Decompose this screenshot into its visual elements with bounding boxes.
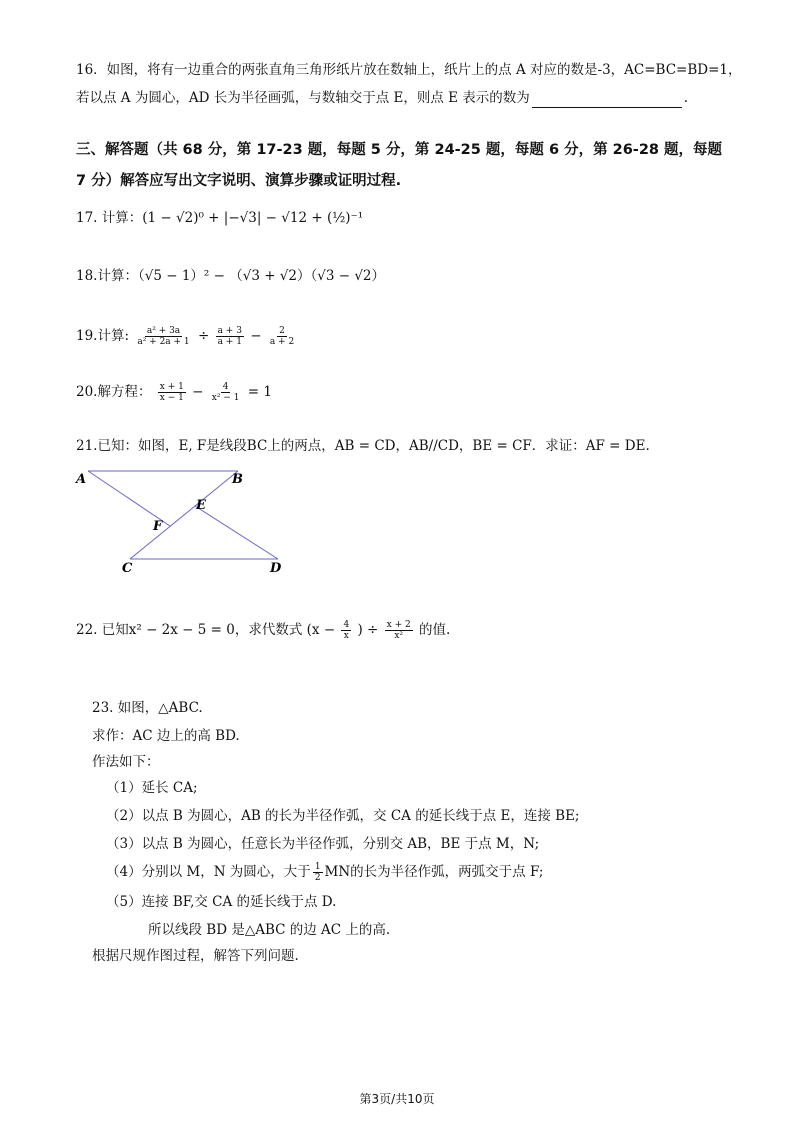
section3-heading-line1: 三、解答题（共 68 分，第 17-23 题，每题 5 分，第 24-25 题，每题 6 分，第 26-28 题，每题 [76, 142, 723, 158]
point-label-a: A [76, 472, 87, 487]
q19-fraction-3: $\frac{2}{a + 2}$ [269, 326, 295, 347]
q19-op2: − [250, 328, 262, 344]
q20-fraction-1: $\frac{x + 1}{x - 1}$ [159, 382, 184, 403]
q20-op: − [192, 384, 204, 400]
segment-bc [130, 471, 238, 559]
q23-step-2: （2）以点 B 为圆心，AB 的长为半径作弧，交 CA 的延长线于点 E，连接 BE; [106, 808, 580, 824]
q23-ask: 求作：AC 边上的高 BD. [92, 728, 240, 744]
q16-line2 [76, 88, 688, 108]
q17-label: 17. 计算： [76, 210, 143, 226]
q22 [76, 616, 450, 644]
q20-rhs: = 1 [247, 384, 272, 400]
q16-line2-text: 若以点 A 为圆心，AD 长为半径画弧，与数轴交于点 E，则点 E 表示的数为 [76, 90, 530, 106]
q19 [76, 322, 298, 350]
q23-step-4 [106, 858, 543, 886]
q19-op1: ÷ [197, 328, 210, 344]
q22-fraction-1: $\frac{4}{x}$ [343, 620, 350, 641]
section3-heading-line2: 7 分）解答应写出文字说明、演算步骤或证明过程. [76, 173, 402, 189]
q19-label: 19.计算: [76, 328, 130, 344]
q23-step-5: （5）连接 BF,交 CA 的延长线于点 D. [106, 894, 337, 910]
q22-fraction-2: $\frac{x + 2}{\text{x²}}$ [386, 620, 411, 641]
q21-figure [70, 464, 300, 579]
q22-end: 的值. [419, 622, 451, 638]
point-label-b: B [232, 472, 243, 487]
q22-expr-a: (x − [306, 622, 336, 638]
q21-text: 21.已知：如图，E, F是线段BC上的两点，AB = CD，AB//CD，BE = CF．求证：AF = DE. [76, 438, 650, 454]
point-label-c: C [122, 561, 133, 576]
q23-step-3: （3）以点 B 为圆心，任意长为半径作弧，分别交 AB，BE 于点 M，N; [106, 836, 540, 852]
q20 [76, 378, 272, 406]
q18-label: 18.计算： [76, 268, 138, 284]
q18 [76, 266, 385, 286]
q16-line2-end: . [683, 90, 689, 106]
q17 [76, 208, 363, 228]
page-footer: 第3页/共10页 [359, 1092, 435, 1106]
segment-af [88, 471, 170, 526]
segment-ed [195, 506, 278, 559]
q23-step4-fraction: $\frac{1}{2}$ [314, 862, 321, 883]
q20-fraction-2: $\frac{4}{\text{x² − 1}}$ [211, 382, 240, 403]
point-label-f: F [153, 519, 163, 534]
q22-expr-b: ) ÷ [357, 622, 379, 638]
q22-label: 22. 已知x² − 2x − 5 = 0，求代数式 [76, 622, 303, 638]
q16-line1: 16．如图，将有一边重合的两张直角三角形纸片放在数轴上，纸片上的点 A 对应的数是-3，AC=BC=BD=1， [76, 62, 742, 78]
q23-step-1: （1）延长 CA; [106, 780, 198, 796]
q23-method: 作法如下： [92, 754, 160, 770]
q20-label: 20.解方程： [76, 384, 152, 400]
q23-step4-b: MN的长为半径作弧，两弧交于点 F; [324, 864, 544, 880]
q23-step4-a: （4）分别以 M，N 为圆心，大于 [106, 864, 311, 880]
point-label-e: E [196, 498, 206, 513]
q23-closing: 根据尺规作图过程，解答下列问题. [92, 948, 299, 964]
q23-conclusion: 所以线段 BD 是△ABC 的边 AC 上的高. [148, 922, 391, 938]
q18-expression: （√5 − 1）² − （√3 + √2）（√3 − √2） [137, 268, 386, 284]
q19-fraction-1: $\frac{\text{a² + 3a}}{\text{a² + 2a + 1}}$ [137, 326, 190, 347]
point-label-d: D [270, 561, 282, 576]
q19-fraction-2: $\frac{a + 3}{a + 1}$ [217, 326, 242, 347]
q23-title: 23. 如图，△ABC. [92, 700, 203, 716]
q17-expression: (1 − √2)⁰ + |−√3| − √12 + (½)⁻¹ [142, 210, 364, 226]
answer-blank[interactable] [532, 93, 682, 108]
